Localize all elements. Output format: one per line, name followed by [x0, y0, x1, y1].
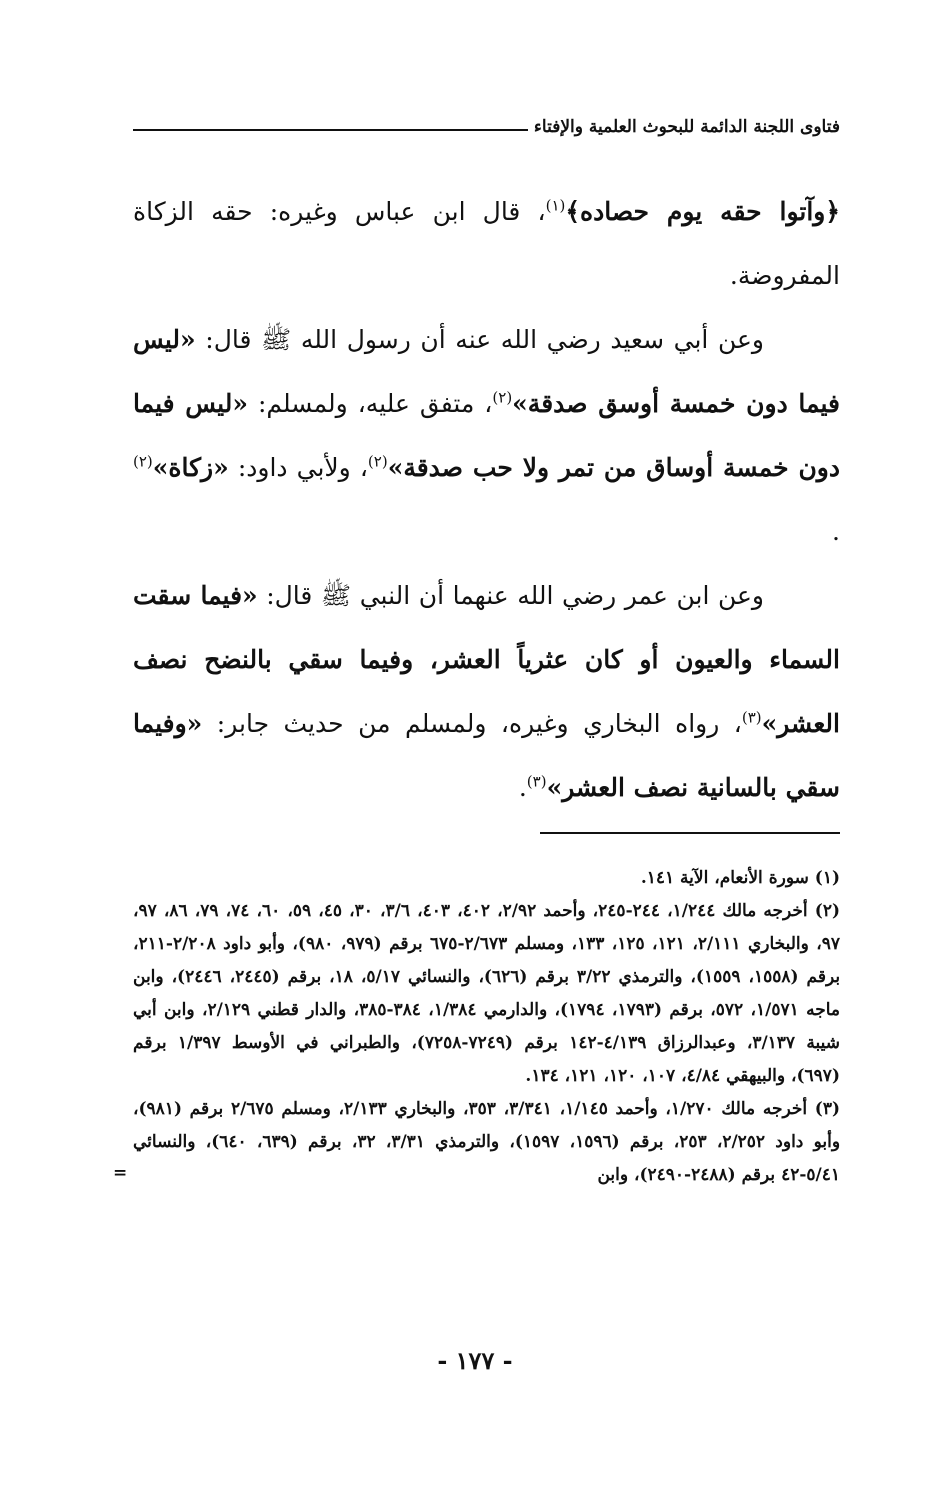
paragraph-2-mid: ، متفق عليه، ولمسلم: [257, 389, 493, 418]
hadith-quote: «وفيما سقي بالسانية نصف العشر» [133, 709, 840, 802]
page-number: - ١٧٧ - [437, 1346, 513, 1375]
quran-verse: ﴿وآتوا حقه يوم حصاده﴾ [565, 197, 840, 226]
hadith-quote: «زكاة» [152, 453, 229, 482]
paragraph-3-end: . [518, 773, 527, 802]
paragraph-1 [133, 180, 840, 308]
paragraph-3-intro: وعن ابن عمر رضي الله عنهما أن النبي ﷺ قال: [266, 581, 764, 610]
footnote-ref: (٢) [492, 388, 513, 407]
paragraph-2-mid2: ، ولأبي داود: [237, 453, 368, 482]
continuation-mark: = [113, 1163, 128, 1183]
footnote-ref: (٢) [133, 452, 153, 471]
paragraph-3-mid: ، رواه البخاري وغيره، ولمسلم من حديث جابر: [216, 709, 742, 738]
hadith-quote: «فيما سقت السماء والعيون أو كان عثرياً العشر، وفيما سقي بالنضح نصف العشر» [133, 581, 840, 738]
footnote-3: (٣) أخرجه مالك ١/٢٧٠، وأحمد ١/١٤٥، ٣/٣٤١، ٣٥٣، والبخاري ٢/١٣٣، ومسلم ٢/٦٧٥ برقم (٩٨١)، وأبو داود ٢/٢٥٢، ٢٥٣، برقم (١٥٩٦، ١٥٩٧)، والترمذي ٣/٣١، ٣٢، برقم (٦٣٩، ٦٤٠)، والنسائي ٥/٤١-٤٢ برقم (٢٤٨٨-٢٤٩٠)، وابن [133, 1099, 841, 1185]
paragraph-1-text: ، قال ابن عباس وغيره: حقه الزكاة المفروضة. [133, 197, 840, 290]
footnotes [113, 862, 841, 1192]
paragraph-2-end: . [832, 517, 840, 546]
hadith-quote: «ليس فيما دون خمسة أوسق صدقة» [133, 325, 840, 418]
footnote-2: (٢) أخرجه مالك ١/٢٤٤، ٢٤٤-٢٤٥، وأحمد ٢/٩٢، ٤٠٢، ٤٠٣، ٣/٦، ٣٠، ٤٥، ٥٩، ٦٠، ٧٤، ٧٩، ٨٦، ٩٧، ٩٧، والبخاري ٢/١١١، ١٢١، ١٢٥، ١٣٣، ومسلم ٢/٦٧٣-٦٧٥ برقم (٩٧٩، ٩٨٠)، وأبو داود ٢/٢٠٨-٢١١، برقم (١٥٥٨، ١٥٥٩)، والترمذي ٣/٢٢ برقم (٦٢٦)، والنسائي ٥/١٧، ١٨، برقم (٢٤٤٥، ٢٤٤٦)، وابن ماجه ١/٥٧١، ٥٧٢، برقم (١٧٩٣، ١٧٩٤)، والدارمي ١/٣٨٤، ٣٨٤-٣٨٥، والدار قطني ٢/١٢٩، وابن أبي شيبة ٣/١٣٧، وعبدالرزاق ٤/١٣٩-١٤٢ برقم (٧٢٤٩-٧٢٥٨)، والطبراني في الأوسط ١/٣٩٧ برقم (٦٩٧)، والبيهقي ٤/٨٤، ١٠٧، ١٢٠، ١٢١، ١٣٤. [133, 901, 841, 1086]
paragraph-2 [133, 308, 840, 564]
running-head-rule [133, 129, 528, 131]
running-head-title: فتاوى اللجنة الدائمة للبحوث العلمية والإفتاء [533, 117, 840, 137]
paragraph-2-intro: وعن أبي سعيد رضي الله عنه أن رسول الله ﷺ قال: [205, 325, 764, 354]
footnote-separator [540, 832, 840, 834]
footnote-ref: (١) [545, 196, 566, 215]
footnote-ref: (٣) [526, 772, 547, 791]
hadith-quote: «ليس فيما دون خمسة أوساق من تمر ولا حب صدقة» [133, 389, 841, 482]
main-text [133, 180, 840, 820]
footnote-ref: (٣) [741, 708, 762, 727]
paragraph-3 [133, 564, 840, 820]
footnote-1: (١) سورة الأنعام، الآية ١٤١. [640, 868, 840, 888]
footnote-ref: (٢) [367, 452, 388, 471]
running-head [133, 112, 840, 142]
